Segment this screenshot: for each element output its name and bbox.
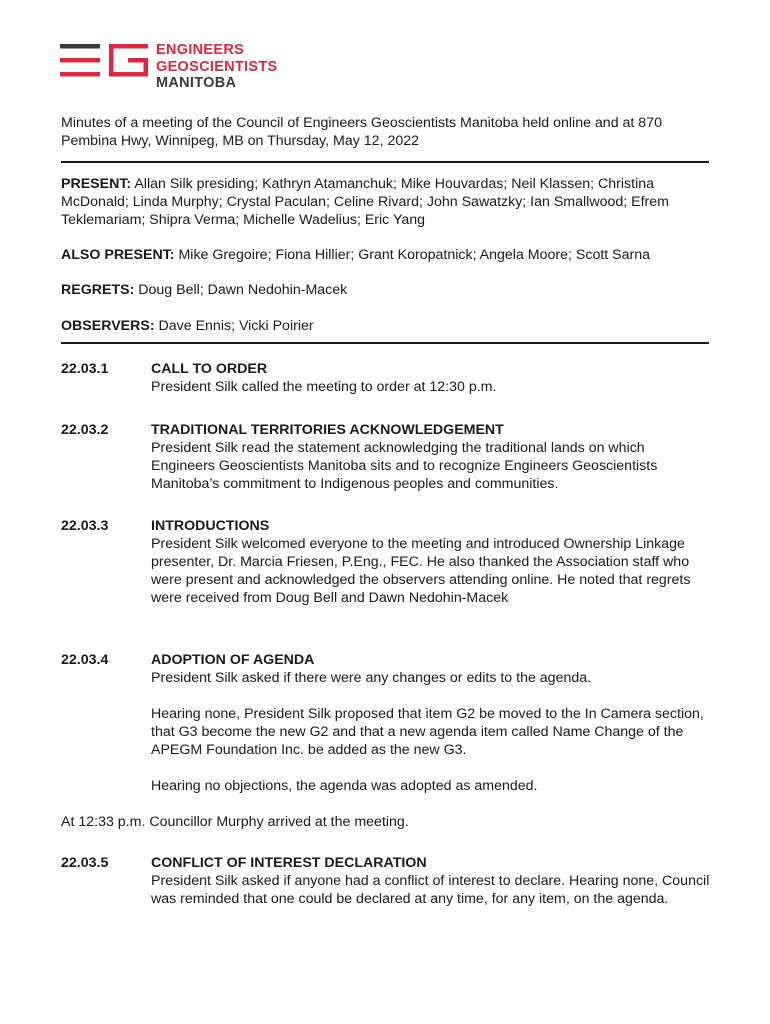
section-paragraph: President Silk asked if anyone had a conflict of interest to declare. Hearing none, Council was reminded that one could be declared at any time, for any item, on the agenda.: [151, 873, 710, 907]
logo-line-geoscientists: GEOSCIENTISTS: [156, 58, 278, 75]
divider-bottom: [61, 342, 709, 344]
section-paragraph: President Silk asked if there were any changes or edits to the agenda.: [151, 670, 592, 686]
eg-logo-mark-icon: [60, 44, 150, 78]
regrets-label: REGRETS:: [61, 282, 135, 298]
section-heading: CONFLICT OF INTEREST DECLARATION: [151, 855, 427, 871]
section-territories-acknowledgement: [151, 421, 711, 493]
logo-line-engineers: ENGINEERS: [156, 42, 245, 58]
organization-logo: [60, 42, 300, 98]
section-adoption-of-agenda: [151, 651, 711, 795]
present-names: Allan Silk presiding; Kathryn Atamanchuk; Mike Houvardas; Neil Klassen; Christina McDonald; Linda Murphy; Crystal Paculan; Celine Rivard; John Sawatzky; Ian Smallwood; Efrem Teklemariam; Shipra Verma; Michelle Wadelius; Eric Yang: [61, 176, 669, 228]
also-present-list: [61, 246, 713, 264]
section-paragraph: President Silk read the statement acknowledging the traditional lands on which Engineers Geoscientists Manitoba sits and to recognize Engineers Geoscientists Manitoba’s commitment to Indigenous peoples and communities.: [151, 440, 658, 492]
logo-line-manitoba: MANITOBA: [156, 75, 237, 91]
section-heading: INTRODUCTIONS: [151, 518, 270, 534]
divider-top: [61, 161, 709, 163]
section-number: 22.03.3: [61, 518, 109, 534]
regrets-list: [61, 281, 713, 299]
observers-names: Dave Ennis; Vicki Poirier: [158, 318, 314, 334]
section-introductions: [151, 517, 711, 607]
section-number: 22.03.4: [61, 652, 109, 668]
section-number: 22.03.2: [61, 422, 109, 438]
section-number: 22.03.1: [61, 361, 109, 377]
section-paragraph: President Silk called the meeting to order at 12:30 p.m.: [151, 379, 497, 395]
meeting-intro: Minutes of a meeting of the Council of Engineers Geoscientists Manitoba held online and at 870 Pembina Hwy, Winnipeg, MB on Thursday, May 12, 2022: [61, 115, 662, 149]
present-list: [61, 175, 713, 229]
section-call-to-order: [151, 360, 711, 396]
present-label: PRESENT:: [61, 176, 132, 192]
also-present-label: ALSO PRESENT:: [61, 247, 175, 263]
section-paragraph: Hearing none, President Silk proposed that item G2 be moved to the In Camera section, that G3 become the new G2 and that a new agenda item called Name Change of the APEGM Foundation Inc. be added as the new G3.: [151, 706, 704, 758]
section-heading: TRADITIONAL TERRITORIES ACKNOWLEDGEMENT: [151, 422, 504, 438]
section-paragraph: Hearing no objections, the agenda was adopted as amended.: [151, 778, 538, 794]
also-present-names: Mike Gregoire; Fiona Hillier; Grant Koropatnick; Angela Moore; Scott Sarna: [178, 247, 651, 263]
regrets-names: Doug Bell; Dawn Nedohin-Macek: [138, 282, 348, 298]
observers-list: [61, 317, 713, 335]
observers-label: OBSERVERS:: [61, 318, 155, 334]
section-heading: ADOPTION OF AGENDA: [151, 652, 315, 668]
logo-wordmark: [156, 42, 278, 92]
section-number: 22.03.5: [61, 855, 109, 871]
section-paragraph: President Silk welcomed everyone to the meeting and introduced Ownership Linkage presenter, Dr. Marcia Friesen, P.Eng., FEC. He also thanked the Association staff who were present and acknowledged the observers attending online. He noted that regrets were received from Doug Bell and Dawn Nedohin-Macek: [151, 536, 691, 606]
section-conflict-of-interest: [151, 854, 711, 908]
section-heading: CALL TO ORDER: [151, 361, 268, 377]
arrival-note: At 12:33 p.m. Councillor Murphy arrived at the meeting.: [61, 814, 409, 830]
